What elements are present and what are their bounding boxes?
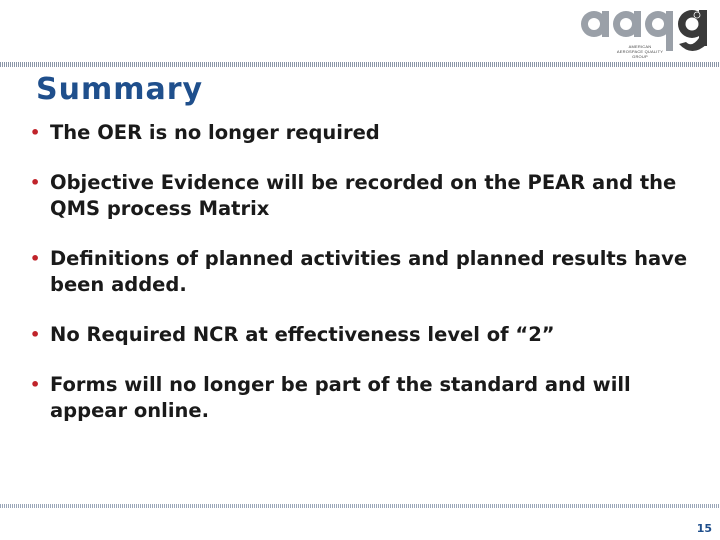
bullet-dot-icon: • (30, 325, 41, 344)
bullet-item (30, 120, 710, 146)
bullet-text: Objective Evidence will be recorded on the PEAR and the QMS process Matrix (50, 171, 677, 220)
slide-title: Summary (36, 72, 204, 107)
bullet-list (30, 120, 710, 448)
logo-caption: AMERICAN AEROSPACE QUALITY GROUP (616, 44, 664, 59)
bullet-text: The OER is no longer required (50, 121, 380, 144)
bullet-dot-icon: • (30, 173, 41, 192)
bullet-dot-icon: • (30, 123, 41, 142)
bullet-item (30, 246, 710, 298)
bullet-dot-icon: • (30, 375, 41, 394)
footer-divider (0, 504, 720, 508)
bullet-dot-icon: • (30, 249, 41, 268)
bullet-text: Forms will no longer be part of the standard and will appear online. (50, 373, 631, 422)
bullet-item (30, 322, 710, 348)
page-number: 15 (696, 522, 712, 535)
bullet-item (30, 170, 710, 222)
bullet-item (30, 372, 710, 424)
header-divider (0, 62, 720, 67)
bullet-text: Definitions of planned activities and planned results have been added. (50, 247, 688, 296)
bullet-text: No Required NCR at effectiveness level of “2” (50, 323, 555, 346)
